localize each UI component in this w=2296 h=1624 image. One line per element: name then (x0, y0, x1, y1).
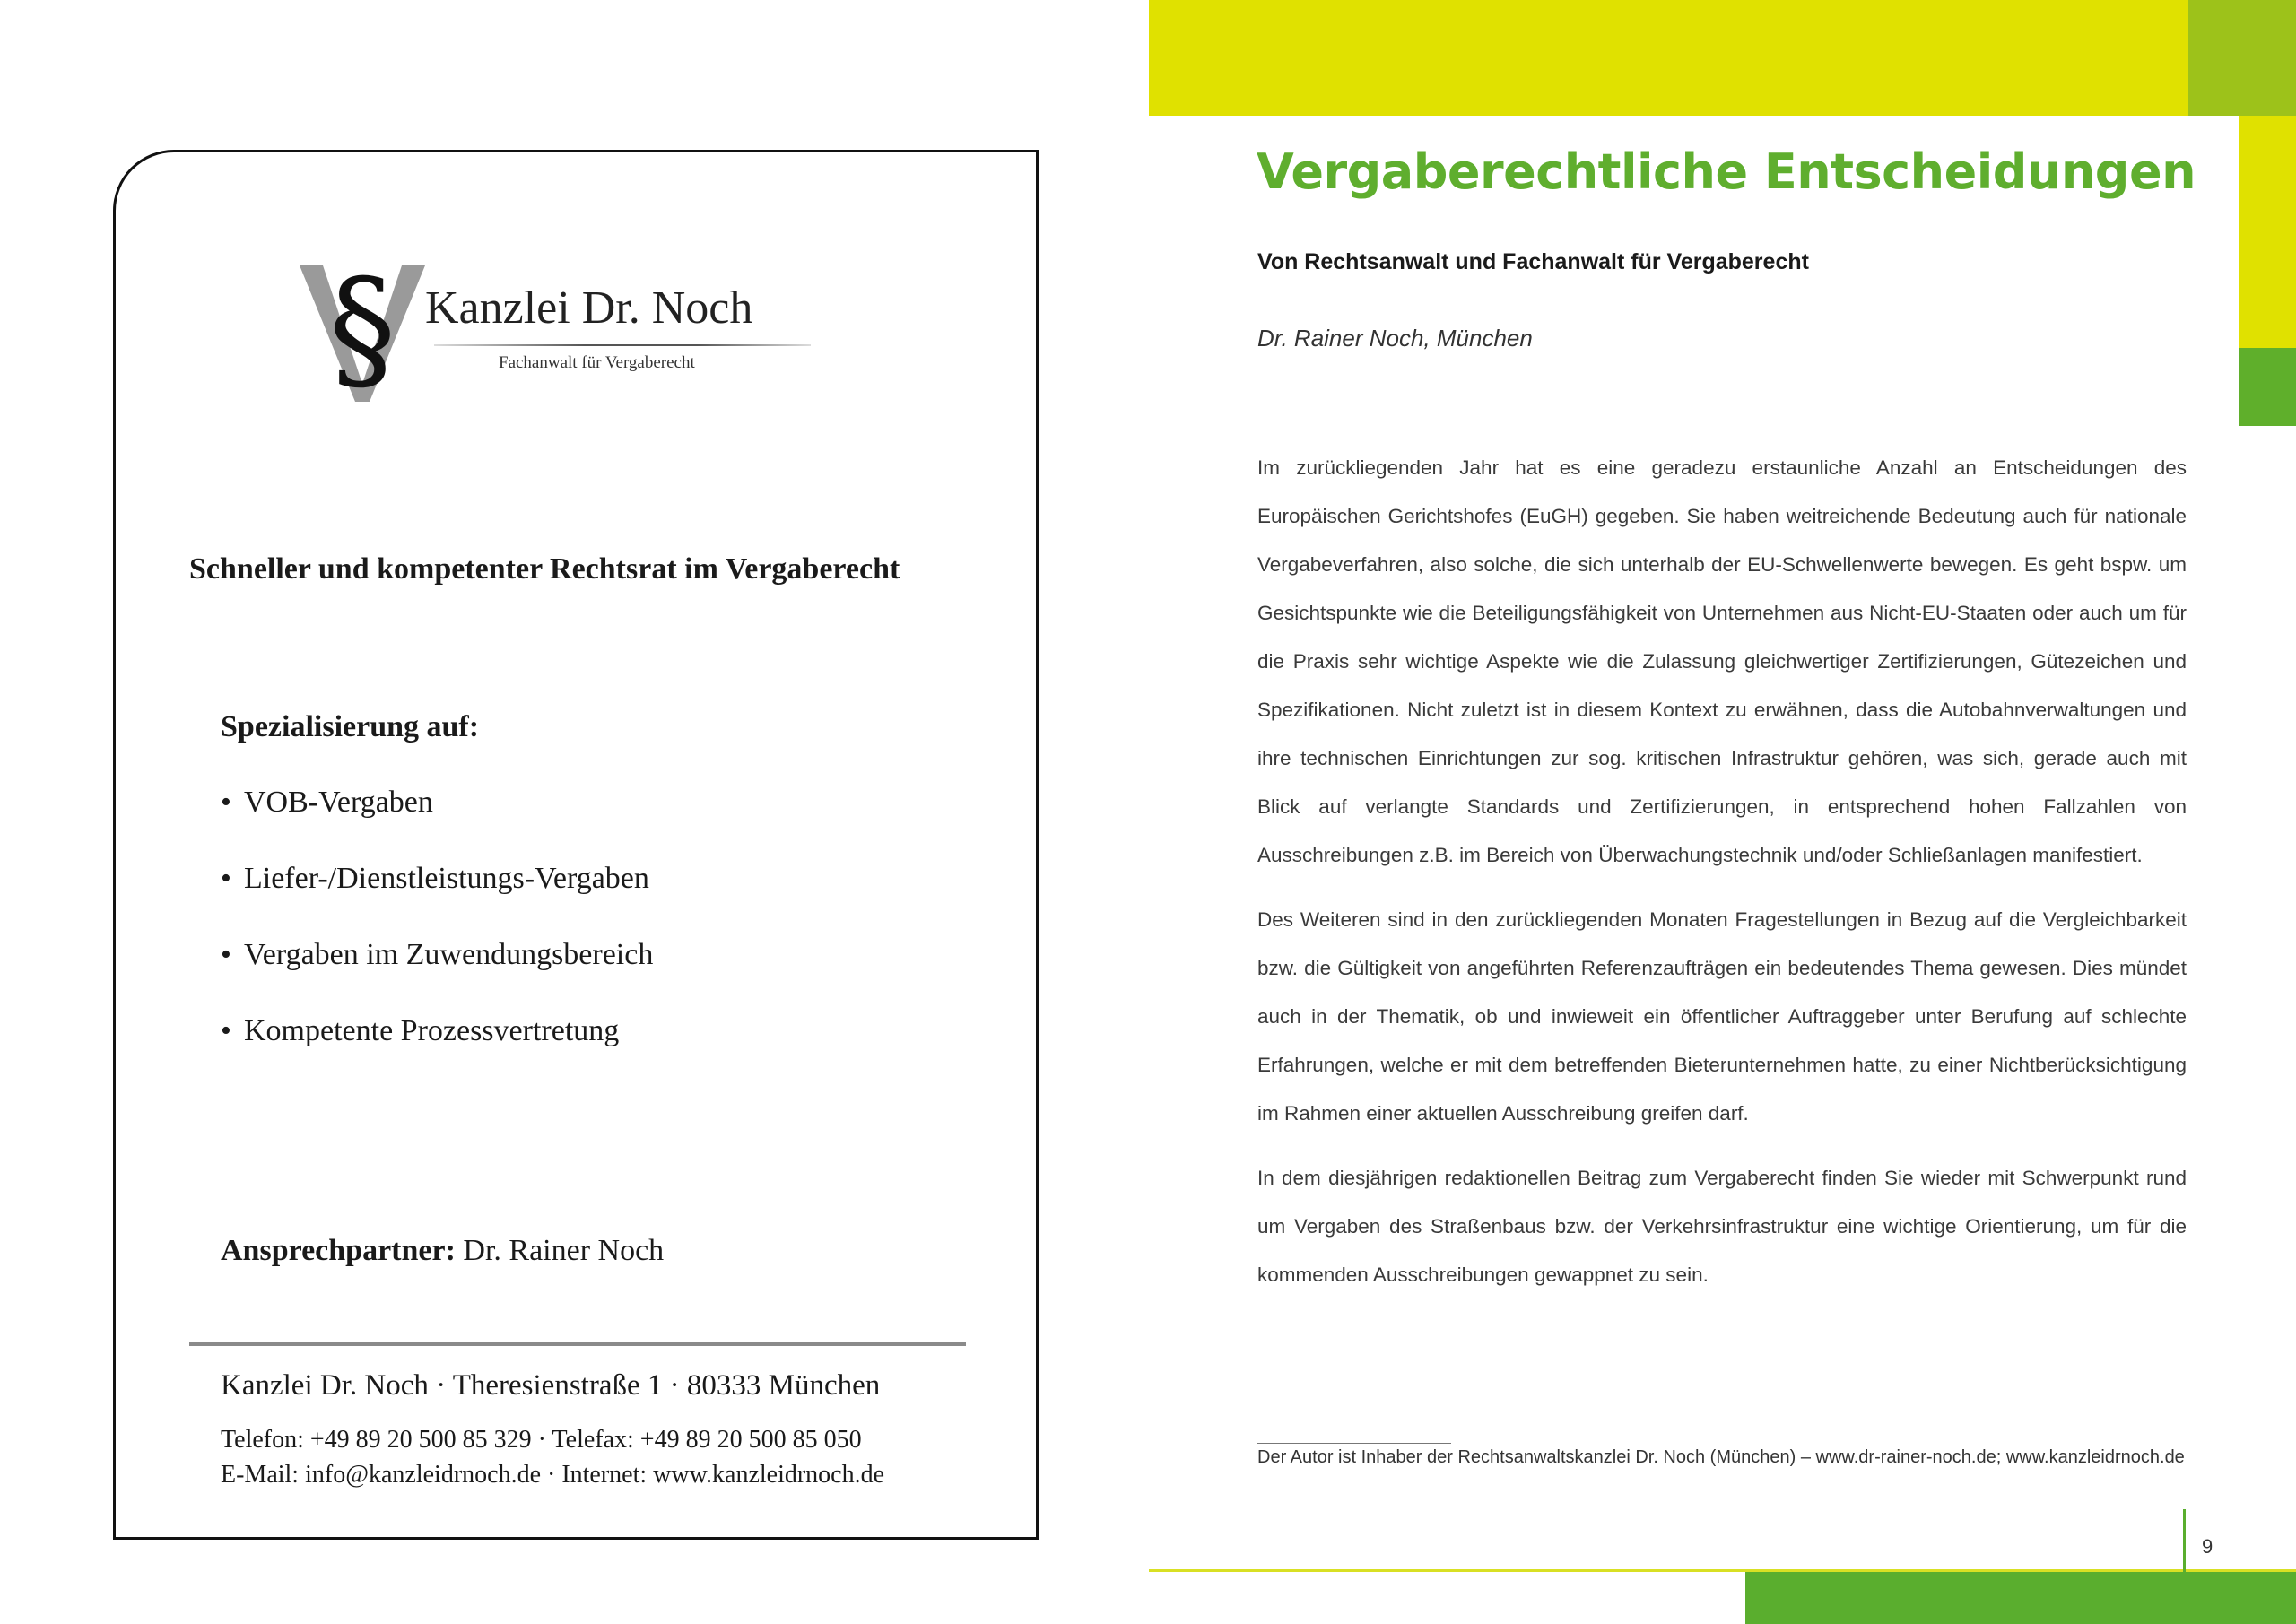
firm-phone-fax: Telefon: +49 89 20 500 85 329 · Telefax: +49 89 20 500 85 050 (221, 1426, 862, 1454)
ad-divider (189, 1342, 966, 1346)
side-yellow-bar (2239, 116, 2296, 348)
svg-text:§: § (328, 251, 396, 402)
article-author: Dr. Rainer Noch, München (1257, 325, 1533, 352)
bullet-icon: • (221, 938, 231, 971)
contact-label: Ansprechpartner: (221, 1234, 456, 1267)
page-number: 9 (2202, 1535, 2213, 1558)
ad-tagline: Schneller und kompetenter Rechtsrat im Vergaberecht (189, 552, 900, 586)
bullet-icon: • (221, 786, 231, 819)
kanzlei-logo (300, 249, 838, 402)
firm-email-web: E-Mail: info@kanzleidrnoch.de · Internet: www.kanzleidrnoch.de (221, 1461, 885, 1489)
bottom-green-bar (1745, 1572, 2296, 1624)
specialization-list (221, 786, 653, 1090)
article-paragraph: Im zurückliegenden Jahr hat es eine geradezu erstaunliche Anzahl an Entscheidungen des Europäischen Gerichtshofes (EuGH) gegeben. Sie haben weitreichende Bedeutung auch für nationale Vergabeverfahren, also solche, die sich unterhalb der EU-Schwellenwerte bewegen. Es geht bspw. um Gesichtspunkte wie die Beteiligungsfähigkeit von Unternehmen aus Nicht-EU-Staaten oder auch um für die Praxis sehr wichtige Aspekte wie die Zulassung gleichwertiger Zertifizierungen, Gütezeichen und Spezifikationen. Nicht zuletzt ist in diesem Kontext zu erwähnen, dass die Autobahnverwaltungen und ihre technischen Einrichtungen zur sog. kritischen Infrastruktur gehören, was sich, gerade auch mit Blick auf verlangte Standards und Zertifizierungen, in entsprechend hohen Fallzahlen von Ausschreibungen z.B. im Bereich von Überwachungstechnik und/oder Schließanlagen manifestiert. (1257, 456, 2187, 866)
top-yellow-bar (1149, 0, 2188, 116)
article-title: Vergaberechtliche Entscheidungen (1257, 143, 2196, 200)
article-body (1257, 444, 2187, 1316)
footnote-rule (1257, 1443, 1451, 1444)
bullet-icon: • (221, 862, 231, 895)
article-subtitle: Von Rechtsanwalt und Fachanwalt für Vergaberecht (1257, 249, 1809, 274)
contact-name: Dr. Rainer Noch (463, 1234, 665, 1267)
specialization-heading: Spezialisierung auf: (221, 710, 480, 743)
list-item: • Vergaben im Zuwendungsbereich (221, 938, 654, 971)
side-green-bar (2239, 348, 2296, 426)
bullet-icon: • (221, 1014, 231, 1047)
logo-subtitle: Fachanwalt für Vergaberecht (499, 353, 695, 372)
logo-rule (434, 344, 811, 346)
contact-person (221, 1234, 664, 1268)
top-green-bar (2188, 0, 2296, 116)
list-item: • Kompetente Prozessvertretung (221, 1014, 620, 1047)
article-paragraph: In dem diesjährigen redaktionellen Beitrag zum Vergaberecht finden Sie wieder mit Schwerpunkt rund um Vergaben des Straßenbaus bzw. der Verkehrsinfrastruktur eine wichtige Orientierung, um für die kommenden Ausschreibungen gewappnet zu sein. (1257, 1167, 2187, 1286)
advertisement-box (113, 150, 1039, 1540)
page-number-divider (2183, 1509, 2186, 1572)
paragraph-v-logo-icon (300, 249, 425, 402)
article-paragraph: Des Weiteren sind in den zurückliegenden Monaten Fragestellungen in Bezug auf die Vergleichbarkeit bzw. die Gültigkeit von angeführten Referenzaufträgen ein bedeutendes Thema gewesen. Dies mündet auch in der Thematik, ob und inwieweit ein öffentlicher Auftraggeber unter Berufung auf schlechte Erfahrungen, welche er mit dem betreffenden Bieterunternehmen hatte, zu einer Nichtberücksichtigung im Rahmen einer aktuellen Ausschreibung greifen darf. (1257, 908, 2187, 1125)
logo-firm-name: Kanzlei Dr. Noch (425, 282, 753, 334)
firm-address: Kanzlei Dr. Noch · Theresienstraße 1 · 80333 München (221, 1369, 881, 1402)
footnote: Der Autor ist Inhaber der Rechtsanwaltskanzlei Dr. Noch (München) – www.dr-rainer-noch.de; www.kanzleidrnoch.de (1257, 1447, 2185, 1467)
list-item: • VOB-Vergaben (221, 786, 433, 819)
list-item: • Liefer-/Dienstleistungs-Vergaben (221, 862, 649, 895)
